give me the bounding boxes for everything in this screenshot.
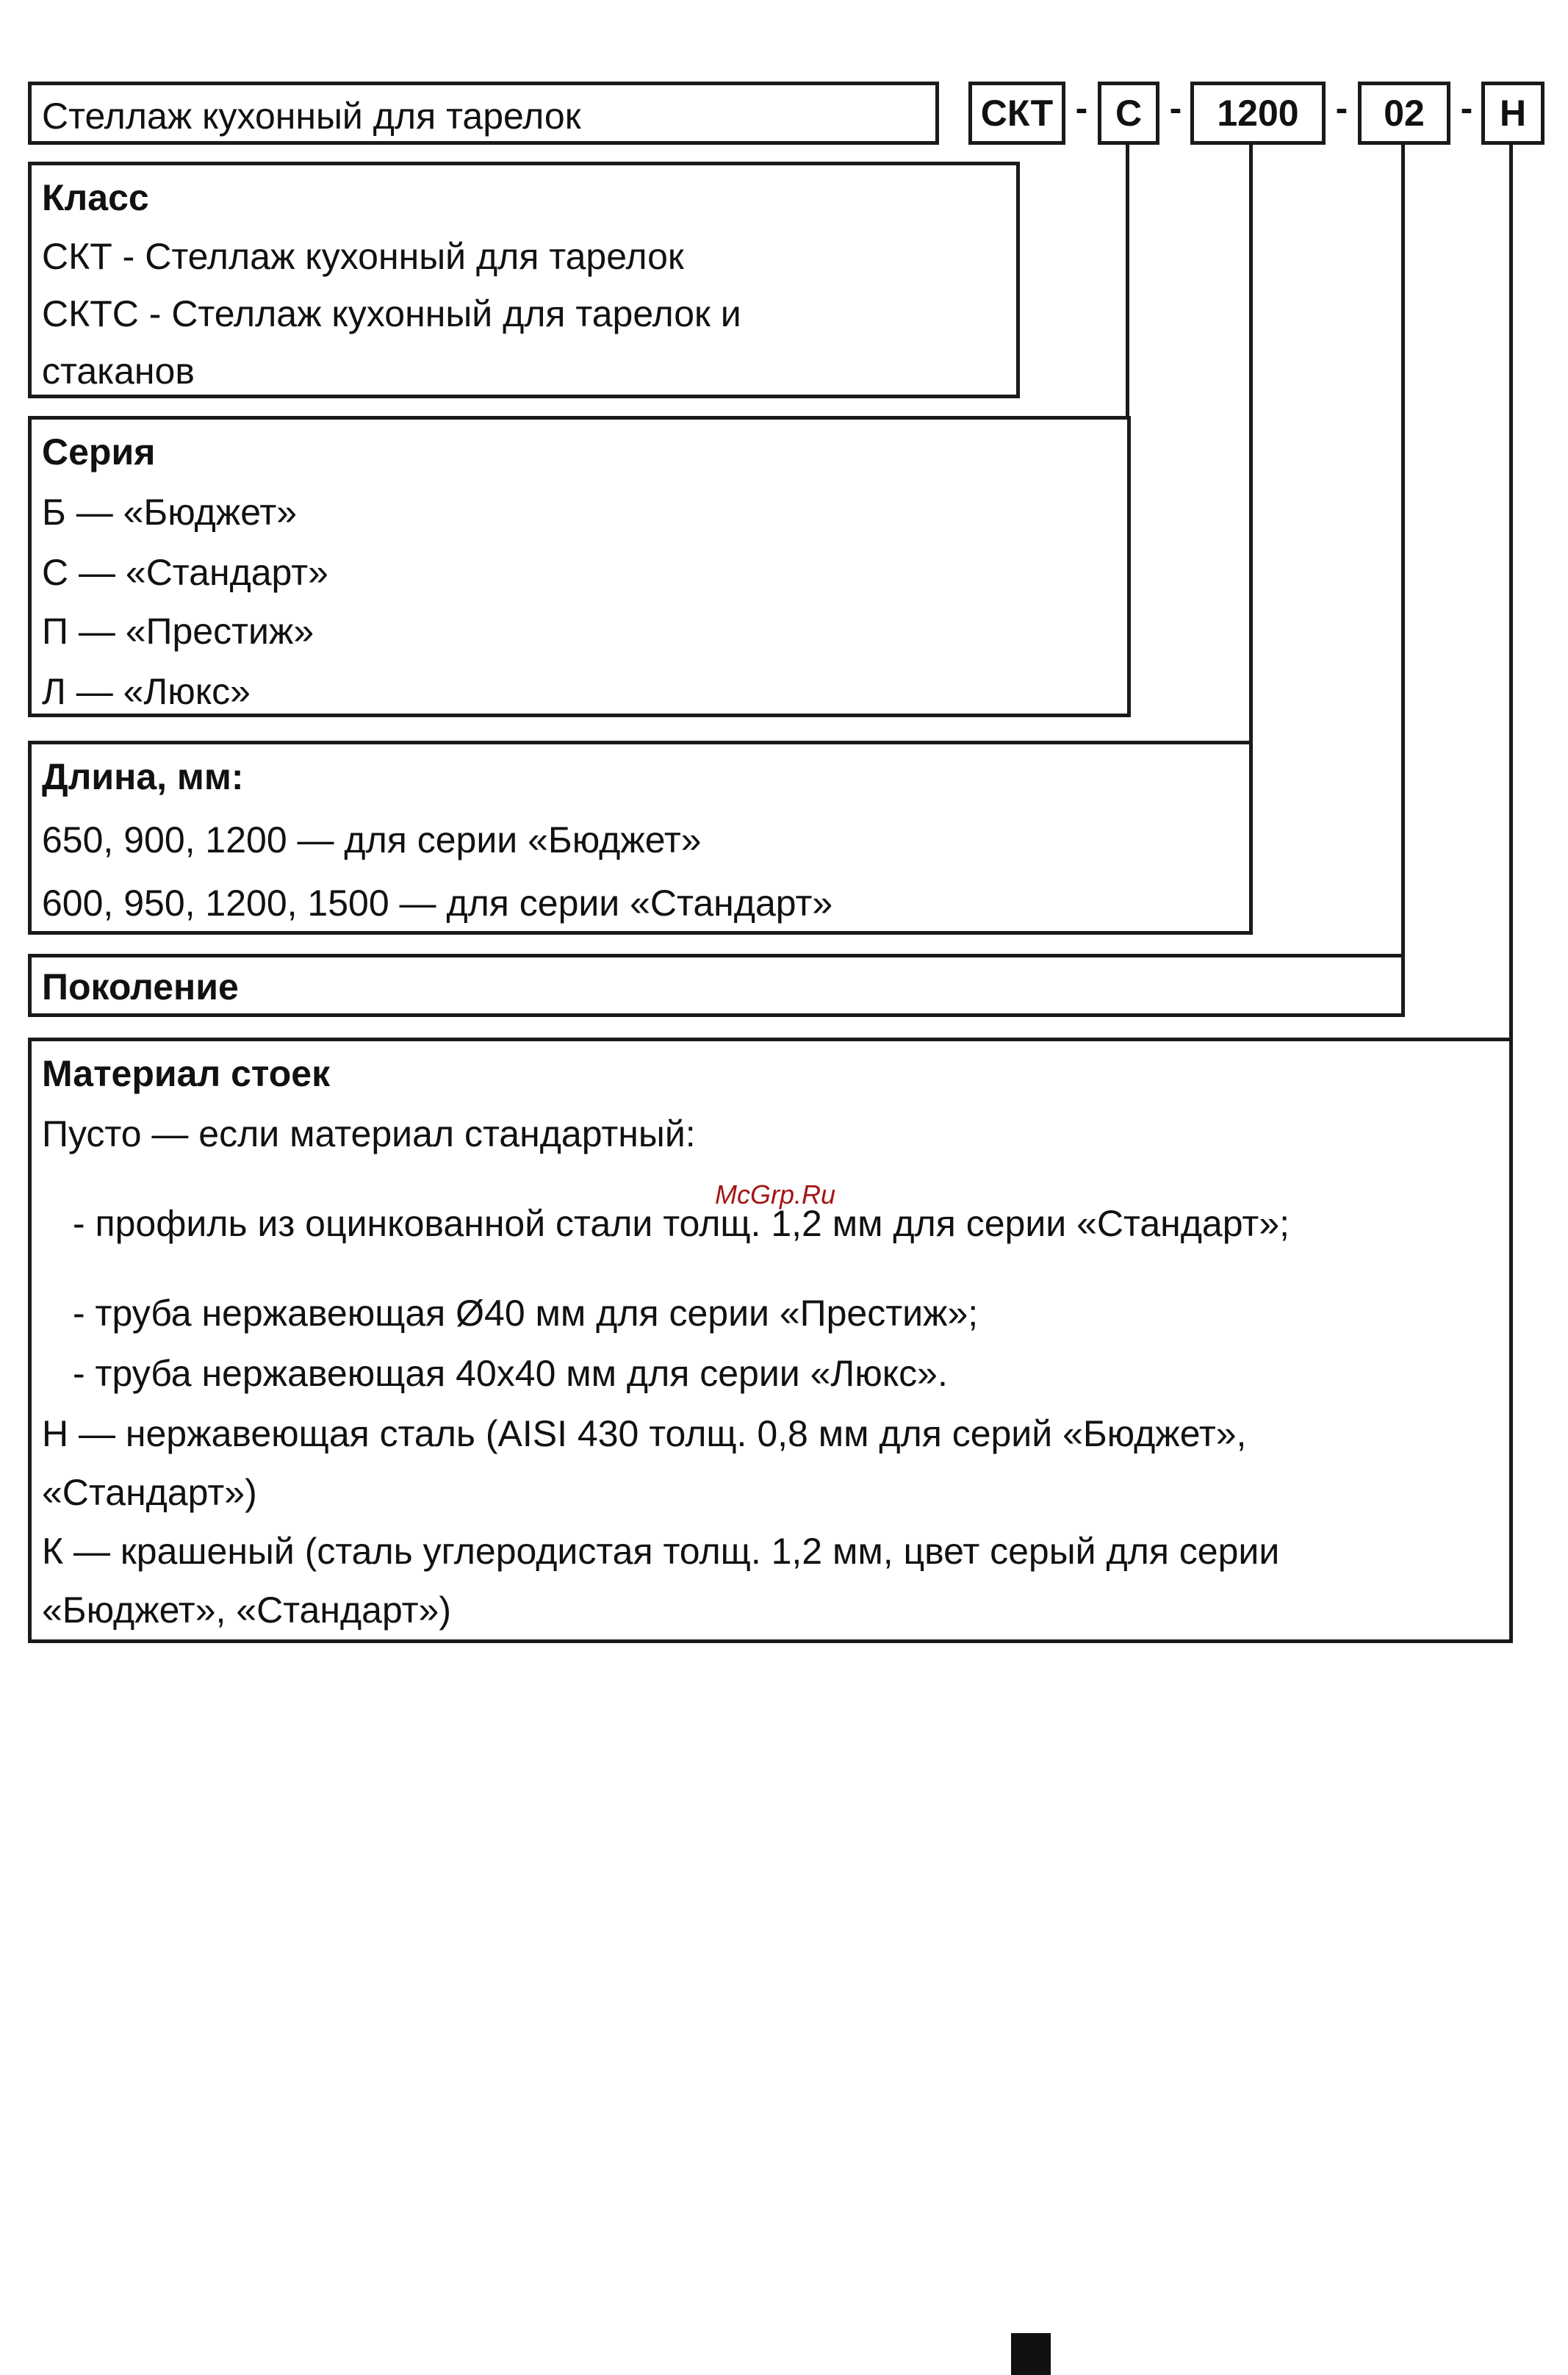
section-line: Н — нержавеющая сталь (AISI 430 толщ. 0,8 мм для серий «Бюджет», [42,1413,1247,1454]
code-separator: - [1075,87,1088,129]
code-part-length: 1200 [1190,82,1326,145]
section-line: П — «Престиж» [42,611,314,652]
product-title-box [28,82,939,145]
watermark: McGrp.Ru [715,1179,836,1210]
section-line: - труба нержавеющая 40х40 мм для серии «Люкс». [73,1353,948,1394]
section-line: «Стандарт») [42,1472,257,1513]
series-section [28,416,1131,717]
section-line: - труба нержавеющая Ø40 мм для серии «Престиж»; [73,1293,979,1334]
section-heading: Материал стоек [42,1053,331,1094]
connector-generation [1401,145,1405,957]
code-part-generation: 02 [1358,82,1450,145]
section-line: СКТ - Стеллаж кухонный для тарелок [42,236,684,277]
class-section [28,162,1020,398]
code-part-class: СКТ [968,82,1065,145]
generation-section [28,954,1405,1017]
section-line: К — крашеный (сталь углеродистая толщ. 1,2 мм, цвет серый для серии [42,1531,1280,1572]
code-separator: - [1335,87,1348,129]
material-section [28,1038,1513,1643]
section-heading: Длина, мм: [42,756,244,797]
length-section [28,741,1253,935]
code-part-material: Н [1481,82,1544,145]
section-heading: Класс [42,177,149,218]
connector-length [1249,145,1253,744]
connector-material [1509,145,1513,1041]
code-part-series: С [1098,82,1159,145]
section-line: Б — «Бюджет» [42,492,298,533]
section-line: 650, 900, 1200 — для серии «Бюджет» [42,819,702,860]
section-line: С — «Стандарт» [42,552,328,593]
section-line: 600, 950, 1200, 1500 — для серии «Стандарт» [42,883,833,924]
code-separator: - [1169,87,1182,129]
section-line: Пусто — если материал стандартный: [42,1113,696,1154]
section-line: - профиль из оцинкованной стали толщ. 1,2 мм для серии «Стандарт»; [73,1203,1290,1244]
section-heading: Поколение [42,966,239,1007]
page-marker [1011,2333,1051,2375]
section-heading: Серия [42,431,156,473]
code-separator: - [1460,87,1473,129]
section-line: «Бюджет», «Стандарт») [42,1589,452,1631]
section-line: стаканов [42,351,195,392]
product-title: Стеллаж кухонный для тарелок [42,96,581,137]
section-line: СКТС - Стеллаж кухонный для тарелок и [42,293,741,334]
section-line: Л — «Люкс» [42,671,251,712]
connector-series [1126,145,1129,419]
